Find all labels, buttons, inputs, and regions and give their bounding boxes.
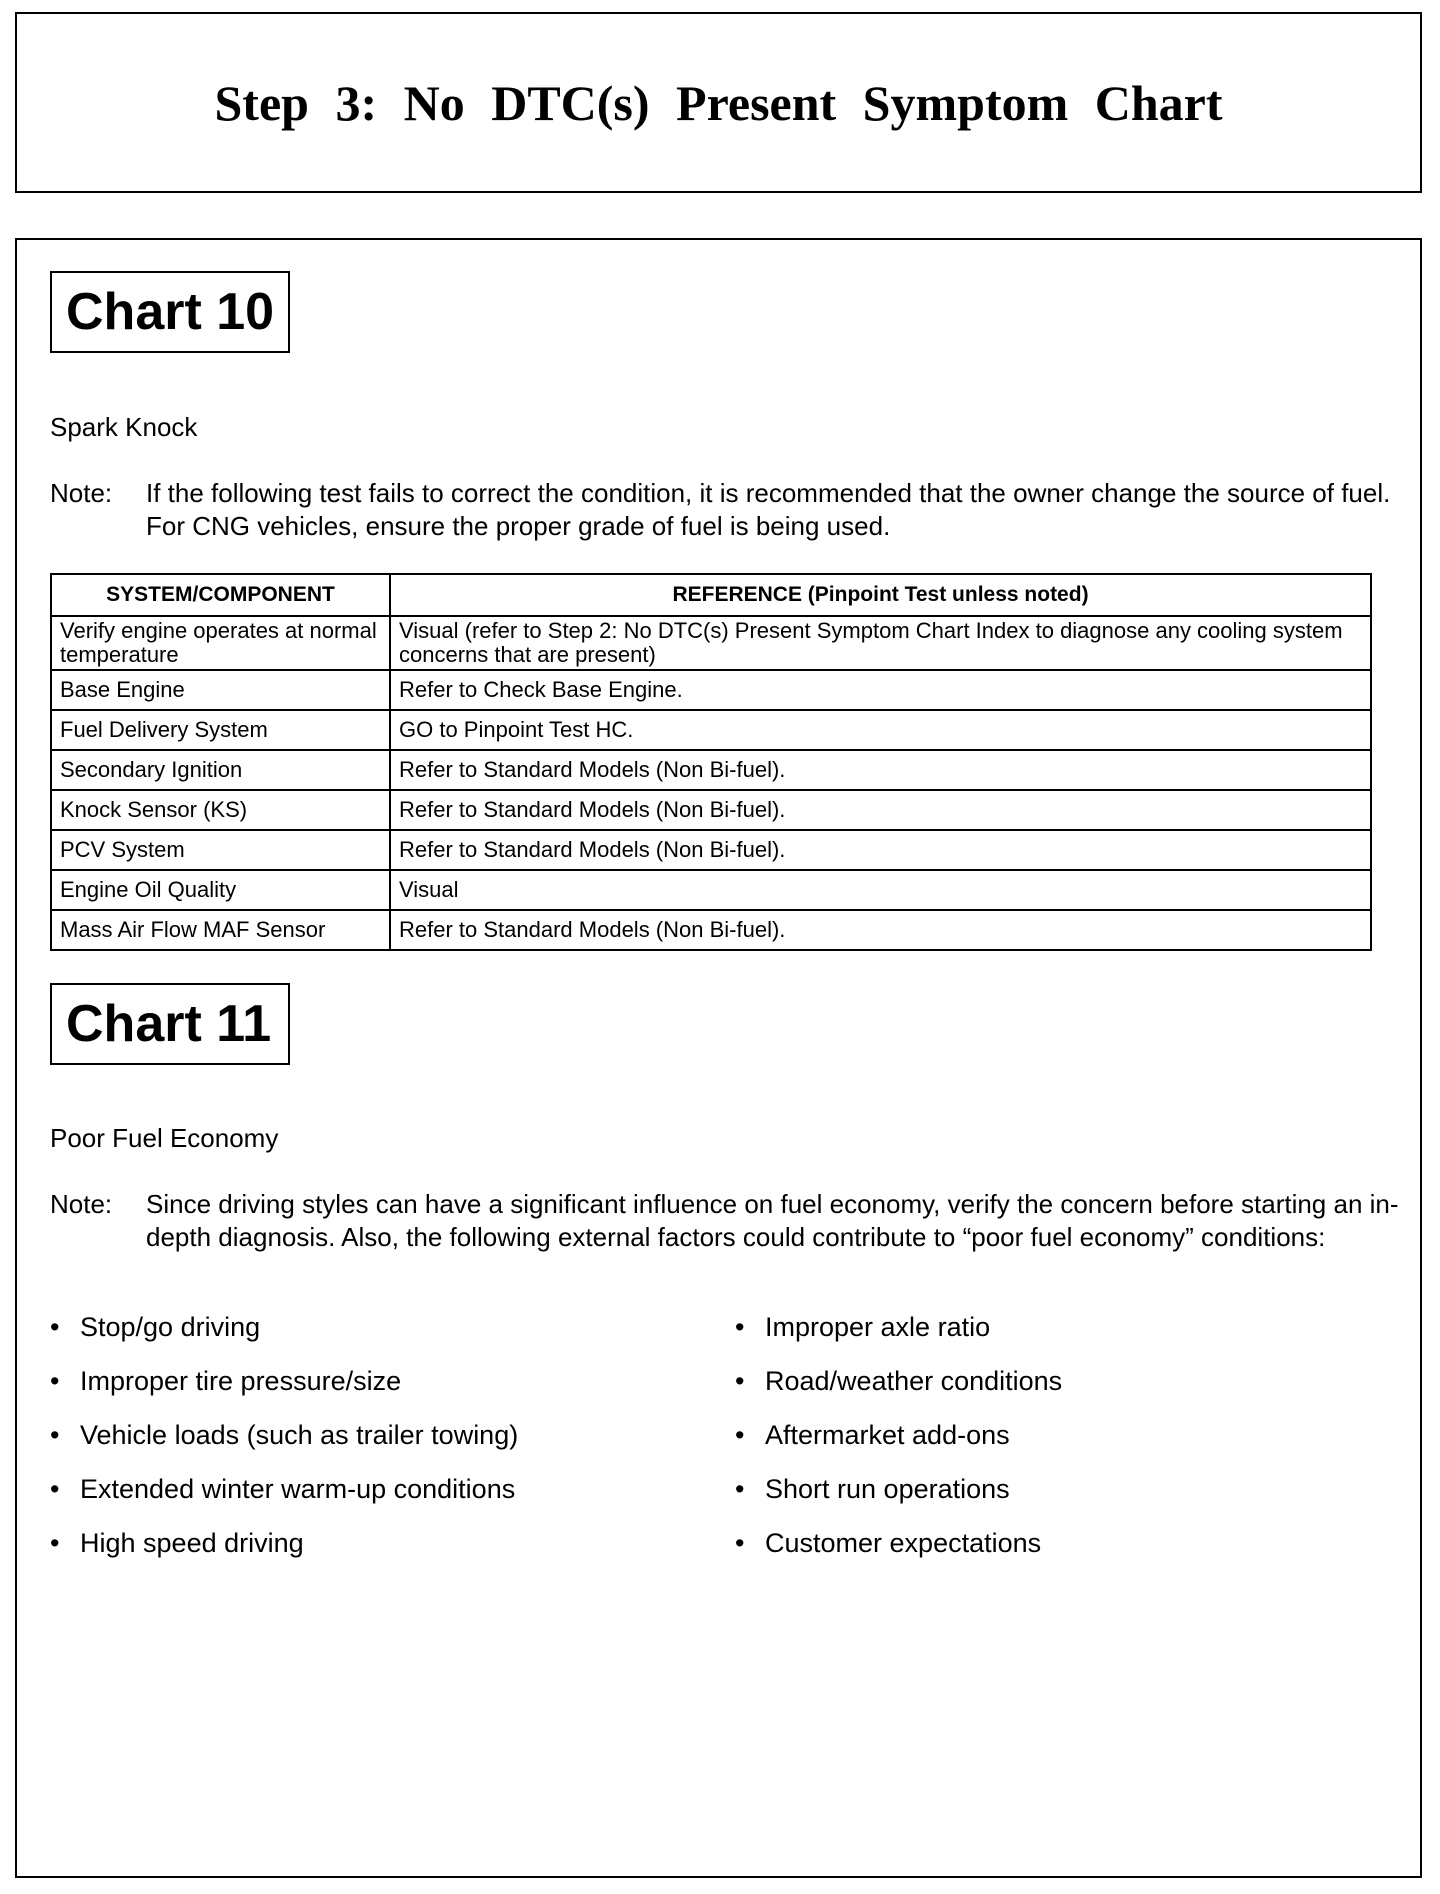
list-item	[735, 1528, 1062, 1582]
chart-11-note	[50, 1188, 1400, 1254]
factor-text: High speed driving	[80, 1528, 304, 1558]
column-header-system: SYSTEM/COMPONENT	[51, 574, 390, 616]
reference-cell: Refer to Standard Models (Non Bi-fuel).	[390, 790, 1371, 830]
system-cell: Fuel Delivery System	[51, 710, 390, 750]
system-cell: Knock Sensor (KS)	[51, 790, 390, 830]
factor-text: Short run operations	[765, 1474, 1010, 1504]
reference-cell: Refer to Standard Models (Non Bi-fuel).	[390, 910, 1371, 950]
chart-10-note	[50, 477, 1400, 543]
factor-text: Road/weather conditions	[765, 1366, 1063, 1396]
reference-cell: Visual (refer to Step 2: No DTC(s) Present Symptom Chart Index to diagnose any cooling system concerns that are present)	[390, 616, 1371, 670]
table-row	[51, 710, 1371, 750]
chart-11-note-label: Note:	[50, 1189, 113, 1219]
column-header-reference: REFERENCE (Pinpoint Test unless noted)	[390, 574, 1371, 616]
system-cell: Verify engine operates at normal temperature	[51, 616, 390, 670]
factor-text: Improper axle ratio	[765, 1312, 991, 1342]
system-cell: Secondary Ignition	[51, 750, 390, 790]
factors-list-right	[735, 1312, 1062, 1582]
bullet-icon: •	[50, 1312, 60, 1342]
bullet-icon: •	[50, 1420, 60, 1450]
table-header-row	[51, 574, 1371, 616]
list-item	[50, 1366, 518, 1420]
chart-10-reference-table	[50, 573, 1372, 951]
system-cell: Base Engine	[51, 670, 390, 710]
bullet-icon: •	[50, 1528, 60, 1558]
chart-10-note-text: If the following test fails to correct the condition, it is recommended that the owner change the source of fuel. For CNG vehicles, ensure the proper grade of fuel is being used.	[146, 478, 1391, 541]
list-item	[50, 1528, 518, 1582]
reference-cell: Refer to Standard Models (Non Bi-fuel).	[390, 830, 1371, 870]
list-item	[50, 1474, 518, 1528]
system-cell: Mass Air Flow MAF Sensor	[51, 910, 390, 950]
factor-text: Improper tire pressure/size	[80, 1366, 402, 1396]
bullet-icon: •	[50, 1366, 60, 1396]
chart-10-subtitle: Spark Knock	[50, 412, 198, 442]
list-item	[50, 1420, 518, 1474]
system-cell: Engine Oil Quality	[51, 870, 390, 910]
factor-text: Stop/go driving	[80, 1312, 261, 1342]
system-cell: PCV System	[51, 830, 390, 870]
table-row	[51, 910, 1371, 950]
chart-11-note-text: Since driving styles can have a significant influence on fuel economy, verify the concern before starting an in-depth diagnosis. Also, the following external factors could contribute to “poor fuel economy” conditions:	[146, 1189, 1399, 1252]
factor-text: Extended winter warm-up conditions	[80, 1474, 516, 1504]
factors-list-left	[50, 1312, 518, 1582]
chart-11-subtitle: Poor Fuel Economy	[50, 1123, 279, 1153]
table-row	[51, 830, 1371, 870]
list-item	[50, 1312, 518, 1366]
table-row	[51, 750, 1371, 790]
factor-text: Vehicle loads (such as trailer towing)	[80, 1420, 519, 1450]
table-row	[51, 870, 1371, 910]
chart-10-label: Chart 10	[50, 271, 290, 353]
list-item	[735, 1366, 1062, 1420]
bullet-icon: •	[50, 1474, 60, 1504]
table-row	[51, 790, 1371, 830]
reference-cell: Visual	[390, 870, 1371, 910]
bullet-icon: •	[735, 1312, 745, 1342]
bullet-icon: •	[735, 1474, 745, 1504]
main-content-box	[15, 238, 1422, 1878]
factor-text: Customer expectations	[765, 1528, 1042, 1558]
reference-cell: GO to Pinpoint Test HC.	[390, 710, 1371, 750]
page-title: Step 3: No DTC(s) Present Symptom Chart	[214, 74, 1223, 131]
table-row	[51, 616, 1371, 670]
reference-cell: Refer to Check Base Engine.	[390, 670, 1371, 710]
chart-11-label: Chart 11	[50, 983, 290, 1065]
reference-cell: Refer to Standard Models (Non Bi-fuel).	[390, 750, 1371, 790]
bullet-icon: •	[735, 1528, 745, 1558]
bullet-icon: •	[735, 1420, 745, 1450]
list-item	[735, 1420, 1062, 1474]
table-row	[51, 670, 1371, 710]
chart-10-note-label: Note:	[50, 478, 113, 508]
list-item	[735, 1312, 1062, 1366]
title-box	[15, 12, 1422, 193]
list-item	[735, 1474, 1062, 1528]
bullet-icon: •	[735, 1366, 745, 1396]
factor-text: Aftermarket add-ons	[765, 1420, 1010, 1450]
